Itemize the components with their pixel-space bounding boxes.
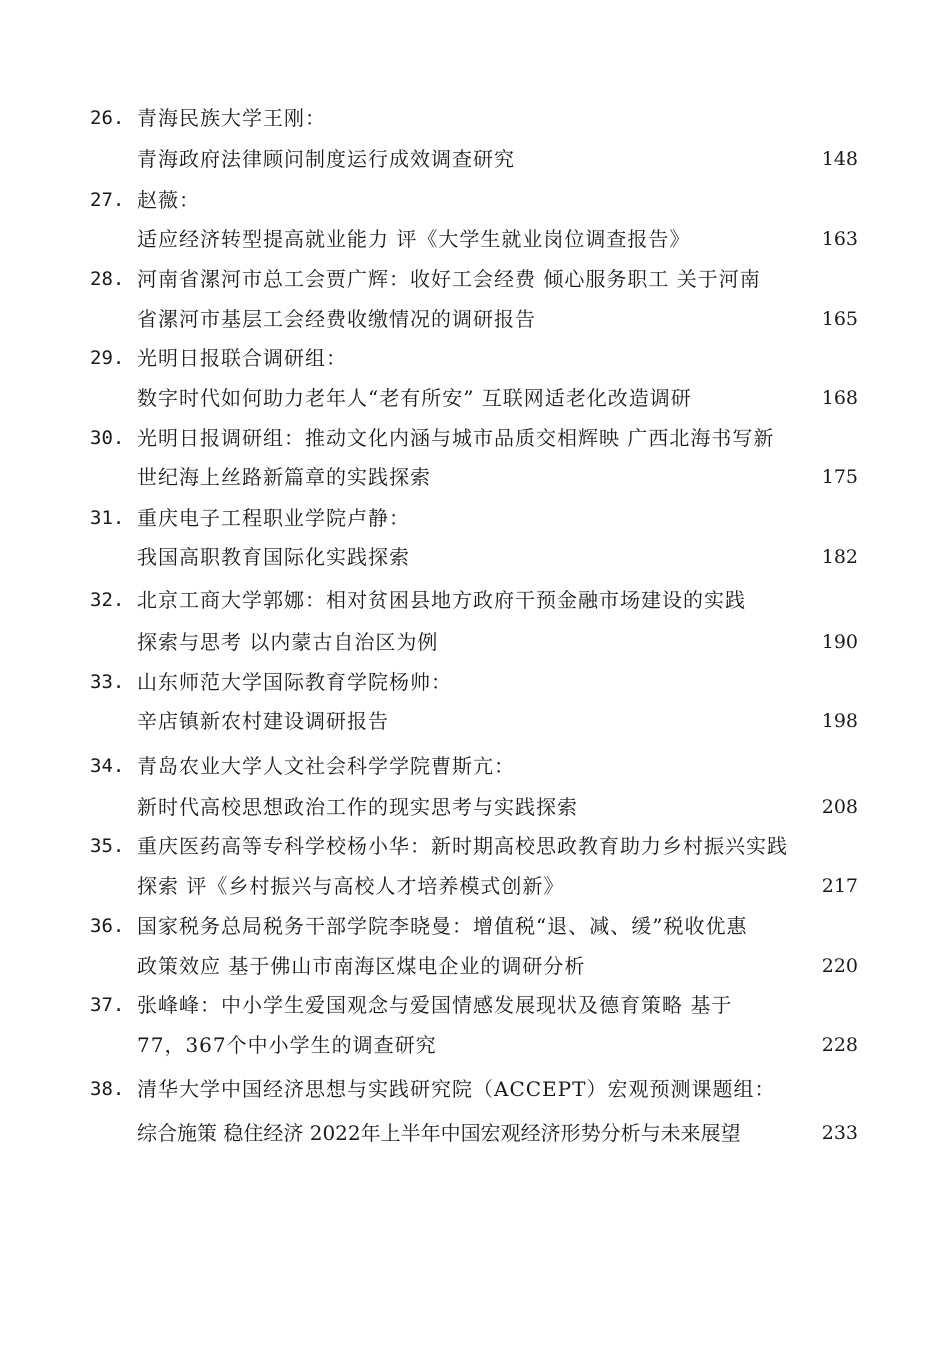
entry-title: 数字时代如何助力老年人“老有所安” 互联网适老化改造调研 xyxy=(137,386,692,410)
entry-title: 77，367个中小学生的调查研究 xyxy=(137,1033,437,1057)
toc-entry-line1 xyxy=(0,263,950,295)
entry-number: 31. xyxy=(90,507,125,529)
toc-entry-line1 xyxy=(0,184,950,216)
entry-number: 36. xyxy=(90,915,125,937)
toc-entry-line2 xyxy=(0,303,950,335)
toc-entry-line1 xyxy=(0,750,950,782)
toc-entry-line1 xyxy=(0,102,950,134)
entry-page-number: 182 xyxy=(821,546,858,568)
entry-number: 30. xyxy=(90,427,125,449)
entry-title: 探索 评《乡村振兴与高校人才培养模式创新》 xyxy=(137,874,565,898)
entry-number: 33. xyxy=(90,671,125,693)
entry-title: 省漯河市基层工会经费收缴情况的调研报告 xyxy=(137,307,536,331)
entry-number: 32. xyxy=(90,589,125,611)
entry-page-number: 163 xyxy=(821,228,858,250)
toc-entry-line1 xyxy=(0,666,950,698)
toc-entry-line2 xyxy=(0,382,950,414)
toc-entry-line1 xyxy=(0,422,950,454)
toc-entry-line2 xyxy=(0,223,950,255)
entry-number: 37. xyxy=(90,994,125,1016)
toc-entry-line2 xyxy=(0,870,950,902)
entry-title: 政策效应 基于佛山市南海区煤电企业的调研分析 xyxy=(137,954,586,978)
entry-author: 北京工商大学郭娜：相对贫困县地方政府干预金融市场建设的实践 xyxy=(137,588,746,612)
entry-page-number: 228 xyxy=(821,1034,858,1056)
toc-entry-line1 xyxy=(0,830,950,862)
entry-page-number: 198 xyxy=(821,710,858,732)
entry-author: 青岛农业大学人文社会科学学院曹斯亢： xyxy=(137,754,515,778)
entry-author: 河南省漯河市总工会贾广辉：收好工会经费 倾心服务职工 关于河南 xyxy=(137,267,761,291)
entry-number: 34. xyxy=(90,755,125,777)
entry-author: 清华大学中国经济思想与实践研究院（ACCEPT）宏观预测课题组： xyxy=(137,1077,776,1101)
entry-title: 综合施策 稳住经济 2022年上半年中国宏观经济形势分析与未来展望 xyxy=(137,1121,741,1145)
entry-author: 张峰峰：中小学生爱国观念与爱国情感发展现状及德育策略 基于 xyxy=(137,993,733,1017)
entry-page-number: 175 xyxy=(821,466,858,488)
toc-entry-line2 xyxy=(0,791,950,823)
entry-title: 我国高职教育国际化实践探索 xyxy=(137,545,410,569)
toc-entry-line2 xyxy=(0,1029,950,1061)
toc-entry-line2 xyxy=(0,626,950,658)
entry-title: 世纪海上丝路新篇章的实践探索 xyxy=(137,465,431,489)
toc-entry-line1 xyxy=(0,989,950,1021)
entry-page-number: 165 xyxy=(821,308,858,330)
entry-number: 29. xyxy=(90,347,125,369)
entry-author: 赵薇： xyxy=(137,188,200,212)
entry-title: 辛店镇新农村建设调研报告 xyxy=(137,709,389,733)
entry-number: 35. xyxy=(90,835,125,857)
entry-page-number: 148 xyxy=(821,148,858,170)
toc-entry-line2 xyxy=(0,1117,950,1149)
entry-number: 27. xyxy=(90,189,125,211)
entry-title: 青海政府法律顾问制度运行成效调查研究 xyxy=(137,147,515,171)
entry-author: 国家税务总局税务干部学院李晓曼：增值税“退、减、缓”税收优惠 xyxy=(137,914,748,938)
entry-page-number: 190 xyxy=(821,631,858,653)
entry-author: 重庆电子工程职业学院卢静： xyxy=(137,506,410,530)
entry-title: 适应经济转型提高就业能力 评《大学生就业岗位调查报告》 xyxy=(137,227,691,251)
entry-title: 探索与思考 以内蒙古自治区为例 xyxy=(137,630,439,654)
entry-author: 青海民族大学王刚： xyxy=(137,106,326,130)
entry-page-number: 220 xyxy=(821,955,858,977)
entry-page-number: 168 xyxy=(821,387,858,409)
entry-page-number: 233 xyxy=(821,1122,858,1144)
toc-entry-line1 xyxy=(0,502,950,534)
toc-entry-line1 xyxy=(0,584,950,616)
entry-author: 光明日报调研组：推动文化内涵与城市品质交相辉映 广西北海书写新 xyxy=(137,426,775,450)
entry-author: 重庆医药高等专科学校杨小华：新时期高校思政教育助力乡村振兴实践 xyxy=(137,834,788,858)
entry-author: 光明日报联合调研组： xyxy=(137,346,347,370)
entry-number: 26. xyxy=(90,107,125,129)
toc-entry-line2 xyxy=(0,541,950,573)
toc-entry-line1 xyxy=(0,910,950,942)
entry-number: 28. xyxy=(90,268,125,290)
entry-author: 山东师范大学国际教育学院杨帅： xyxy=(137,670,452,694)
toc-entry-line1 xyxy=(0,342,950,374)
toc-entry-line2 xyxy=(0,143,950,175)
entry-title: 新时代高校思想政治工作的现实思考与实践探索 xyxy=(137,795,578,819)
entry-page-number: 208 xyxy=(821,796,858,818)
entry-page-number: 217 xyxy=(821,875,858,897)
toc-entry-line2 xyxy=(0,950,950,982)
toc-entry-line2 xyxy=(0,705,950,737)
toc-entry-line2 xyxy=(0,461,950,493)
toc-entry-line1 xyxy=(0,1073,950,1105)
entry-number: 38. xyxy=(90,1078,125,1100)
